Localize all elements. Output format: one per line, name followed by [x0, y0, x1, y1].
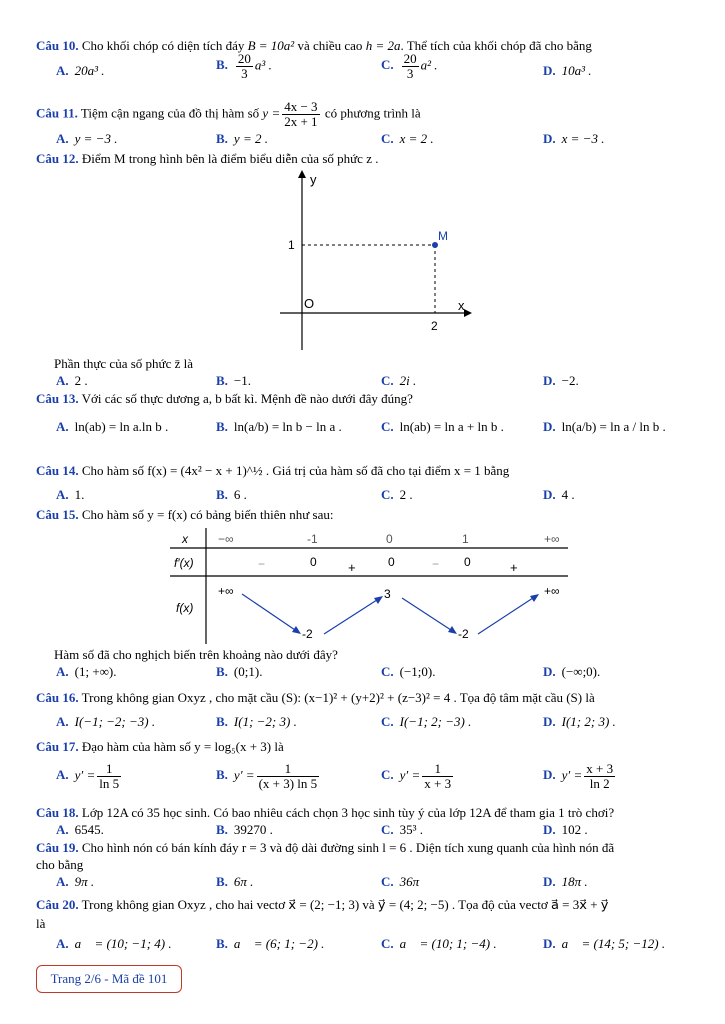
option-c[interactable] [381, 372, 416, 390]
question-number: Câu 17. [36, 739, 79, 754]
option-letter: C. [381, 131, 394, 146]
option-a[interactable] [56, 62, 105, 80]
question-12 [36, 150, 701, 167]
increase-arrow [478, 596, 536, 634]
option-letter: C. [381, 767, 394, 783]
option-c[interactable] [381, 935, 497, 953]
option-letter: A. [56, 714, 69, 729]
question-number: Câu 11. [36, 105, 78, 121]
option-letter: B. [216, 664, 228, 679]
fraction [257, 762, 320, 791]
f-value: -2 [302, 627, 313, 641]
fraction [584, 762, 615, 791]
option-text: 6π . [233, 874, 254, 889]
question-14 [36, 462, 701, 479]
option-b[interactable] [216, 52, 272, 81]
arrow-head [292, 626, 301, 634]
f-value: -2 [458, 627, 469, 641]
option-text: x = −3 . [561, 131, 605, 146]
option-letter: B. [216, 419, 228, 434]
numerator: 20 [403, 51, 417, 66]
numerator: 1 [97, 762, 121, 777]
option-text: 35³ . [399, 822, 424, 837]
option-b[interactable] [216, 486, 247, 504]
option-letter: B. [216, 373, 228, 388]
decrease-arrow [402, 598, 454, 632]
option-letter: A. [56, 874, 69, 889]
option-letter: A. [56, 664, 69, 679]
question-20-cont: là [36, 916, 46, 931]
option-a[interactable] [56, 762, 123, 791]
x-value: 1 [462, 532, 469, 546]
formula: h = 2a [365, 38, 401, 53]
option-letter: D. [543, 767, 556, 783]
question-number: Câu 16. [36, 690, 79, 705]
option-d[interactable] [543, 418, 666, 436]
option-b[interactable] [216, 372, 251, 390]
option-letter: B. [216, 874, 228, 889]
option-a[interactable] [56, 486, 84, 504]
x-arrow [464, 309, 472, 317]
fraction [402, 52, 419, 81]
option-text: a⃗ = (10; −1; 4) . [74, 936, 172, 951]
x-value: −∞ [218, 532, 234, 546]
option-letter: C. [381, 874, 394, 889]
fraction [97, 762, 121, 791]
x-value: -1 [307, 532, 318, 546]
option-text: I(1; −2; 3) . [233, 714, 297, 729]
option-letter: A. [56, 822, 69, 837]
f-value: 3 [384, 587, 391, 601]
derivative-lhs: y′ = [561, 767, 583, 783]
option-letter: A. [56, 419, 69, 434]
option-letter: A. [56, 487, 69, 502]
decrease-arrow [242, 594, 298, 632]
question-11 [36, 100, 701, 129]
option-text: 6545. [74, 822, 104, 837]
option-text: (1; +∞). [74, 664, 117, 679]
question-text: Cho hình nón có bán kính đáy r = 3 và độ dài đường sinh l = 6 . Diện tích xung quanh của hình nón đã [81, 840, 615, 855]
question-number: Câu 13. [36, 391, 79, 406]
answers-19 [36, 873, 696, 893]
option-letter: D. [543, 664, 556, 679]
option-letter: D. [543, 131, 556, 146]
option-letter: C. [381, 487, 394, 502]
answers-10 [36, 51, 696, 82]
option-letter: A. [56, 373, 69, 388]
increase-arrow [324, 598, 380, 634]
x-label: x [458, 298, 465, 313]
option-text: 2 . [74, 373, 88, 388]
option-letter: C. [381, 822, 394, 837]
option-letter: C. [381, 419, 394, 434]
option-letter: D. [543, 63, 556, 78]
option-text: 36π [399, 874, 420, 889]
option-text: ln(a/b) = ln b − ln a . [233, 419, 342, 434]
answers-15 [36, 663, 696, 683]
denominator: ln 2 [589, 776, 610, 791]
question-15 [36, 506, 701, 523]
question-text: Với các số thực dương a, b bất kì. Mệnh đề nào dưới đây đúng? [81, 391, 413, 406]
option-text: I(1; 2; 3) . [561, 714, 616, 729]
option-a[interactable] [56, 663, 117, 681]
option-letter: B. [216, 487, 228, 502]
complex-plane-graph [280, 168, 480, 354]
question-19 [36, 839, 701, 856]
option-text: 2 . [399, 487, 413, 502]
question-text: Tiệm cận ngang của đồ thị hàm số [80, 105, 260, 121]
y-arrow [298, 170, 306, 178]
option-text: 102 . [561, 822, 588, 837]
option-text: ln(ab) = ln a + ln b . [399, 419, 504, 434]
option-a[interactable] [56, 821, 104, 839]
option-text: I(−1; −2; −3) . [74, 714, 156, 729]
sign: − [432, 557, 440, 571]
question-18 [36, 804, 701, 821]
question-text: Trong không gian Oxyz , cho mặt cầu (S): (x−1)² + (y+2)² + (z−3)² = 4 . Tọa độ tâm mặt cầu (S) là [81, 690, 595, 705]
question-text: có phương trình là [324, 105, 421, 121]
header-fprime: f′(x) [174, 556, 194, 570]
option-text: 39270 . [233, 822, 273, 837]
option-b[interactable] [216, 762, 321, 791]
question-17 [36, 738, 701, 755]
option-text: a⃗ = (6; 1; −2) . [233, 936, 325, 951]
option-letter: C. [381, 57, 394, 73]
option-text: x = 2 . [399, 131, 434, 146]
option-text: (−1;0). [399, 664, 436, 679]
question-number: Câu 15. [36, 507, 79, 522]
option-text: 20a³ . [74, 63, 105, 78]
x-value: +∞ [544, 532, 560, 546]
denominator: 3 [406, 66, 414, 81]
arrow-head [448, 626, 457, 634]
option-d[interactable] [543, 62, 592, 80]
numerator: 4x − 3 [284, 99, 318, 114]
denominator: (x + 3) ln 5 [258, 776, 318, 791]
option-text: a² . [420, 57, 438, 73]
option-c[interactable] [381, 130, 434, 148]
denominator: 2x + 1 [284, 114, 318, 129]
question-16 [36, 689, 701, 706]
option-letter: B. [216, 936, 228, 951]
option-letter: B. [216, 131, 228, 146]
numerator: 1 [422, 762, 453, 777]
question-text: Trong không gian Oxyz , cho hai vectơ x⃗ = (2; −1; 3) và y⃗ = (4; 2; −5) . Tọa độ của vectơ a⃗ = 3x⃗ + y⃗ [81, 897, 609, 912]
header-x: x [182, 532, 188, 546]
question-number: Câu 14. [36, 463, 79, 478]
option-letter: C. [381, 936, 394, 951]
question-text: Đạo hàm của hàm số y = log₅(x + 3) là [81, 739, 284, 754]
option-text: a³ . [254, 57, 272, 73]
option-text: 9π . [74, 874, 95, 889]
sign: 0 [310, 555, 317, 569]
sign: 0 [464, 555, 471, 569]
option-text: 4 . [561, 487, 575, 502]
option-c[interactable] [381, 762, 455, 791]
denominator: 3 [241, 66, 248, 81]
origin-label: O [304, 296, 315, 311]
option-b[interactable] [216, 663, 262, 681]
option-letter: B. [216, 767, 228, 783]
option-letter: D. [543, 487, 556, 502]
option-c[interactable] [381, 418, 504, 436]
option-d[interactable] [543, 130, 604, 148]
option-c[interactable] [381, 713, 471, 731]
option-text: (−∞;0). [561, 664, 601, 679]
option-letter: B. [216, 714, 228, 729]
question-15-prompt: Hàm số đã cho nghịch biến trên khoảng nào dưới đây? [54, 647, 338, 662]
y-label: y [310, 172, 317, 187]
option-letter: D. [543, 874, 556, 889]
fraction [236, 52, 253, 81]
denominator: x + 3 [424, 776, 452, 791]
sign: 0 [388, 555, 395, 569]
option-text: ln(ab) = ln a.ln b . [74, 419, 169, 434]
fraction [422, 762, 453, 791]
numerator: 1 [257, 762, 320, 777]
option-a[interactable] [56, 130, 117, 148]
numerator: 20 [237, 51, 251, 66]
formula: B = 10a² [247, 38, 295, 53]
fraction [282, 100, 319, 129]
option-text: a⃗ = (10; 1; −4) . [399, 936, 497, 951]
answers-16 [36, 713, 696, 733]
page-footer: Trang 2/6 - Mã đề 101 [36, 965, 182, 993]
option-c[interactable] [381, 663, 436, 681]
derivative-lhs: y′ = [74, 767, 96, 783]
header-f: f(x) [176, 601, 194, 615]
option-b[interactable] [216, 935, 324, 953]
option-c[interactable] [381, 873, 419, 891]
option-d[interactable] [543, 486, 575, 504]
option-letter: D. [543, 373, 556, 388]
option-c[interactable] [381, 52, 438, 81]
answers-13 [36, 418, 696, 438]
answers-14 [36, 486, 696, 506]
question-10 [36, 37, 701, 54]
option-a[interactable] [56, 873, 94, 891]
option-d[interactable] [543, 713, 616, 731]
formula: y = [262, 105, 281, 121]
question-number: Câu 18. [36, 805, 79, 820]
question-text: Cho hàm số y = f(x) có bảng biến thiên như sau: [81, 507, 334, 522]
option-letter: A. [56, 767, 69, 783]
option-text: y = 2 . [233, 131, 268, 146]
option-d[interactable] [543, 372, 579, 390]
question-text: Cho khối chóp có diện tích đáy [81, 38, 245, 53]
variation-table [170, 528, 570, 646]
sign: − [258, 557, 266, 571]
option-letter: C. [381, 373, 394, 388]
arrow-head [374, 596, 383, 604]
option-text: a⃗ = (14; 5; −12) . [561, 936, 666, 951]
x-value: 0 [386, 532, 393, 546]
answers-12 [36, 372, 696, 392]
option-a[interactable] [56, 372, 88, 390]
option-letter: C. [381, 714, 394, 729]
sign: + [348, 560, 356, 575]
option-text: 10a³ . [561, 63, 592, 78]
option-d[interactable] [543, 663, 600, 681]
question-text: . Thể tích của khối chóp đã cho bằng [400, 38, 592, 53]
tick-y-label: 1 [288, 238, 295, 252]
question-text: Cho hàm số f(x) = (4x² − x + 1)^½ . Giá trị của hàm số đã cho tại điểm x = 1 bằng [81, 463, 510, 478]
f-value: +∞ [218, 584, 234, 598]
option-c[interactable] [381, 821, 423, 839]
option-text: −1. [233, 373, 252, 388]
option-letter: A. [56, 936, 69, 951]
option-text: 1. [74, 487, 85, 502]
answers-20 [36, 935, 696, 955]
option-letter: B. [216, 57, 228, 73]
question-13 [36, 390, 701, 407]
option-letter: A. [56, 131, 69, 146]
option-text: 2i . [399, 373, 417, 388]
option-a[interactable] [56, 935, 172, 953]
point-label: M [438, 229, 448, 243]
option-a[interactable] [56, 713, 155, 731]
sign: + [510, 560, 518, 575]
tick-x-label: 2 [431, 319, 438, 333]
derivative-lhs: y′ = [399, 767, 421, 783]
option-a[interactable] [56, 418, 168, 436]
option-letter: D. [543, 714, 556, 729]
option-b[interactable] [216, 821, 273, 839]
option-text: y = −3 . [74, 131, 118, 146]
option-text: 18π . [561, 874, 588, 889]
denominator: ln 5 [99, 776, 120, 791]
question-20 [36, 896, 701, 913]
answers-18 [36, 821, 696, 841]
question-text: Lớp 12A có 35 học sinh. Có bao nhiêu cách chọn 3 học sinh tùy ý của lớp 12A để tham gia 1 trò chơi? [81, 805, 615, 820]
option-letter: D. [543, 936, 556, 951]
option-text: I(−1; 2; −3) . [399, 714, 472, 729]
question-number: Câu 10. [36, 38, 79, 53]
option-text: ln(a/b) = ln a / ln b . [561, 419, 666, 434]
option-d[interactable] [543, 762, 617, 791]
option-letter: A. [56, 63, 69, 78]
question-text: Điểm M trong hình bên là điểm biểu diễn của số phức z . [81, 151, 379, 166]
option-text: −2. [561, 373, 579, 388]
question-number: Câu 20. [36, 897, 79, 912]
question-number: Câu 19. [36, 840, 79, 855]
question-19-cont: cho bằng [36, 857, 84, 872]
option-d[interactable] [543, 821, 588, 839]
question-text: và chiều cao [297, 38, 363, 53]
option-b[interactable] [216, 873, 253, 891]
f-value: +∞ [544, 584, 560, 598]
option-b[interactable] [216, 418, 342, 436]
question-number: Câu 12. [36, 151, 79, 166]
answers-11 [36, 130, 696, 150]
option-d[interactable] [543, 873, 588, 891]
numerator: x + 3 [586, 761, 614, 776]
option-b[interactable] [216, 713, 297, 731]
derivative-lhs: y′ = [233, 767, 255, 783]
option-b[interactable] [216, 130, 268, 148]
option-c[interactable] [381, 486, 413, 504]
question-12-prompt: Phần thực của số phức z̄ là [54, 356, 193, 371]
option-text: 6 . [233, 487, 247, 502]
option-letter: B. [216, 822, 228, 837]
answers-17 [36, 762, 696, 798]
arrow-head [530, 594, 539, 602]
option-letter: D. [543, 419, 556, 434]
option-letter: D. [543, 822, 556, 837]
option-text: (0;1). [233, 664, 263, 679]
option-d[interactable] [543, 935, 665, 953]
option-letter: C. [381, 664, 394, 679]
